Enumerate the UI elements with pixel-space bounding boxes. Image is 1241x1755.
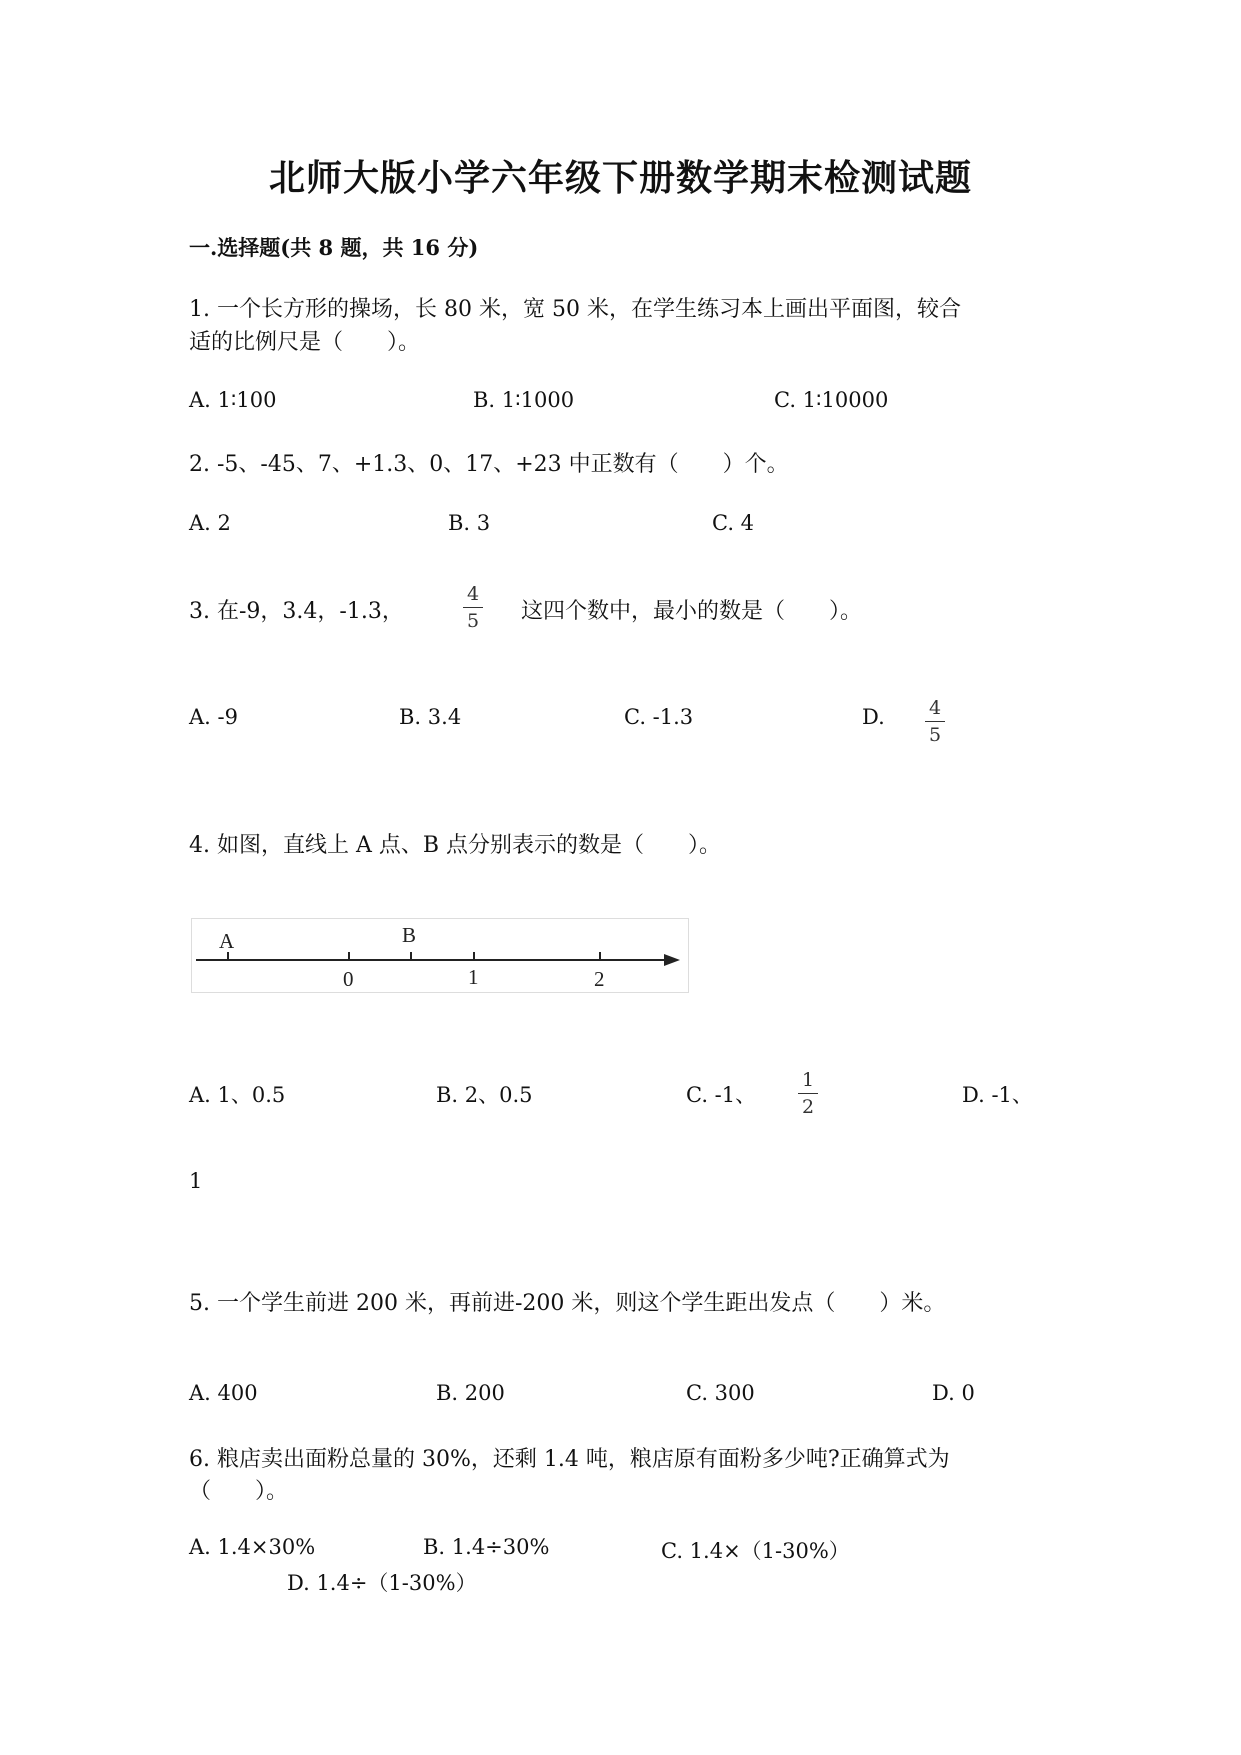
question-1-option-c[interactable]: C. 1∶10000 [774,388,889,412]
question-3-text-after: 这四个数中，最小的数是（ ）。 [521,599,863,624]
question-5-option-b[interactable]: B. 200 [436,1381,505,1405]
label-2: 2 [594,967,605,991]
question-3-option-a[interactable]: A. -9 [189,705,238,729]
question-4-option-a[interactable]: A. 1、0.5 [189,1083,286,1107]
question-6-line-1: 6. 粮店卖出面粉总量的 30%，还剩 1.4 吨，粮店原有面粉多少吨?正确算式为 [189,1447,950,1472]
fraction-numerator: 4 [928,697,942,719]
number-line-arrowhead [664,954,680,966]
question-3-option-d-fraction [924,697,946,746]
question-2-option-c[interactable]: C. 4 [712,511,755,535]
question-4-option-d[interactable]: D. -1、 [962,1083,1033,1107]
question-1-line-1: 1. 一个长方形的操场，长 80 米，宽 50 米，在学生练习本上画出平面图，较合 [189,297,961,322]
number-line-svg [192,919,688,992]
fraction-numerator: 4 [466,583,480,605]
question-1-option-b[interactable]: B. 1∶1000 [473,388,575,412]
question-5-option-d[interactable]: D. 0 [932,1381,975,1405]
question-6-option-a[interactable]: A. 1.4×30% [189,1535,316,1559]
question-2-option-a[interactable]: A. 2 [189,511,231,535]
question-4-option-c[interactable]: C. -1、 [686,1083,757,1107]
question-3-option-b[interactable]: B. 3.4 [399,705,462,729]
fraction-bar [798,1093,818,1094]
question-5-option-a[interactable]: A. 400 [189,1381,258,1405]
question-5-option-c[interactable]: C. 300 [686,1381,755,1405]
question-5-line-1: 5. 一个学生前进 200 米，再前进-200 米，则这个学生距出发点（ ）米。 [189,1291,946,1316]
label-0: 0 [343,967,354,991]
question-6-option-d[interactable]: D. 1.4÷（1-30%） [287,1571,477,1595]
question-1-line-2: 适的比例尺是（ ）。 [189,330,421,355]
fraction-denominator: 5 [928,724,942,746]
question-4-option-d-continuation: 1 [189,1169,203,1193]
question-1-option-a[interactable]: A. 1∶100 [189,388,277,412]
question-6-option-c[interactable]: C. 1.4×（1-30%） [661,1539,850,1563]
number-line-figure [191,918,689,993]
question-4-line-1: 4. 如图，直线上 A 点、B 点分别表示的数是（ ）。 [189,833,722,858]
page-title: 北师大版小学六年级下册数学期末检测试题 [268,157,972,199]
question-6-option-b[interactable]: B. 1.4÷30% [423,1535,550,1559]
label-1: 1 [468,965,479,989]
fraction-numerator: 1 [801,1069,815,1091]
fraction-denominator: 2 [801,1096,815,1118]
fraction-bar [463,607,483,608]
label-a: A [219,929,235,953]
question-6-line-2: （ ）。 [189,1479,289,1504]
fraction-bar [925,721,945,722]
question-3-fraction [462,583,484,632]
section-heading: 一.选择题(共 8 题，共 16 分) [189,235,479,260]
fraction-denominator: 5 [466,610,480,632]
question-2-option-b[interactable]: B. 3 [448,511,491,535]
question-3-text-before: 3. 在-9，3.4，-1.3， [189,599,404,624]
question-3-option-c[interactable]: C. -1.3 [624,705,694,729]
question-3-option-d[interactable]: D. [862,705,885,729]
question-4-option-c-fraction [797,1069,819,1118]
question-2-line-1: 2. -5、-45、7、+1.3、0、17、+23 中正数有（ ）个。 [189,452,789,477]
label-b: B [402,923,417,947]
question-4-option-b[interactable]: B. 2、0.5 [436,1083,533,1107]
